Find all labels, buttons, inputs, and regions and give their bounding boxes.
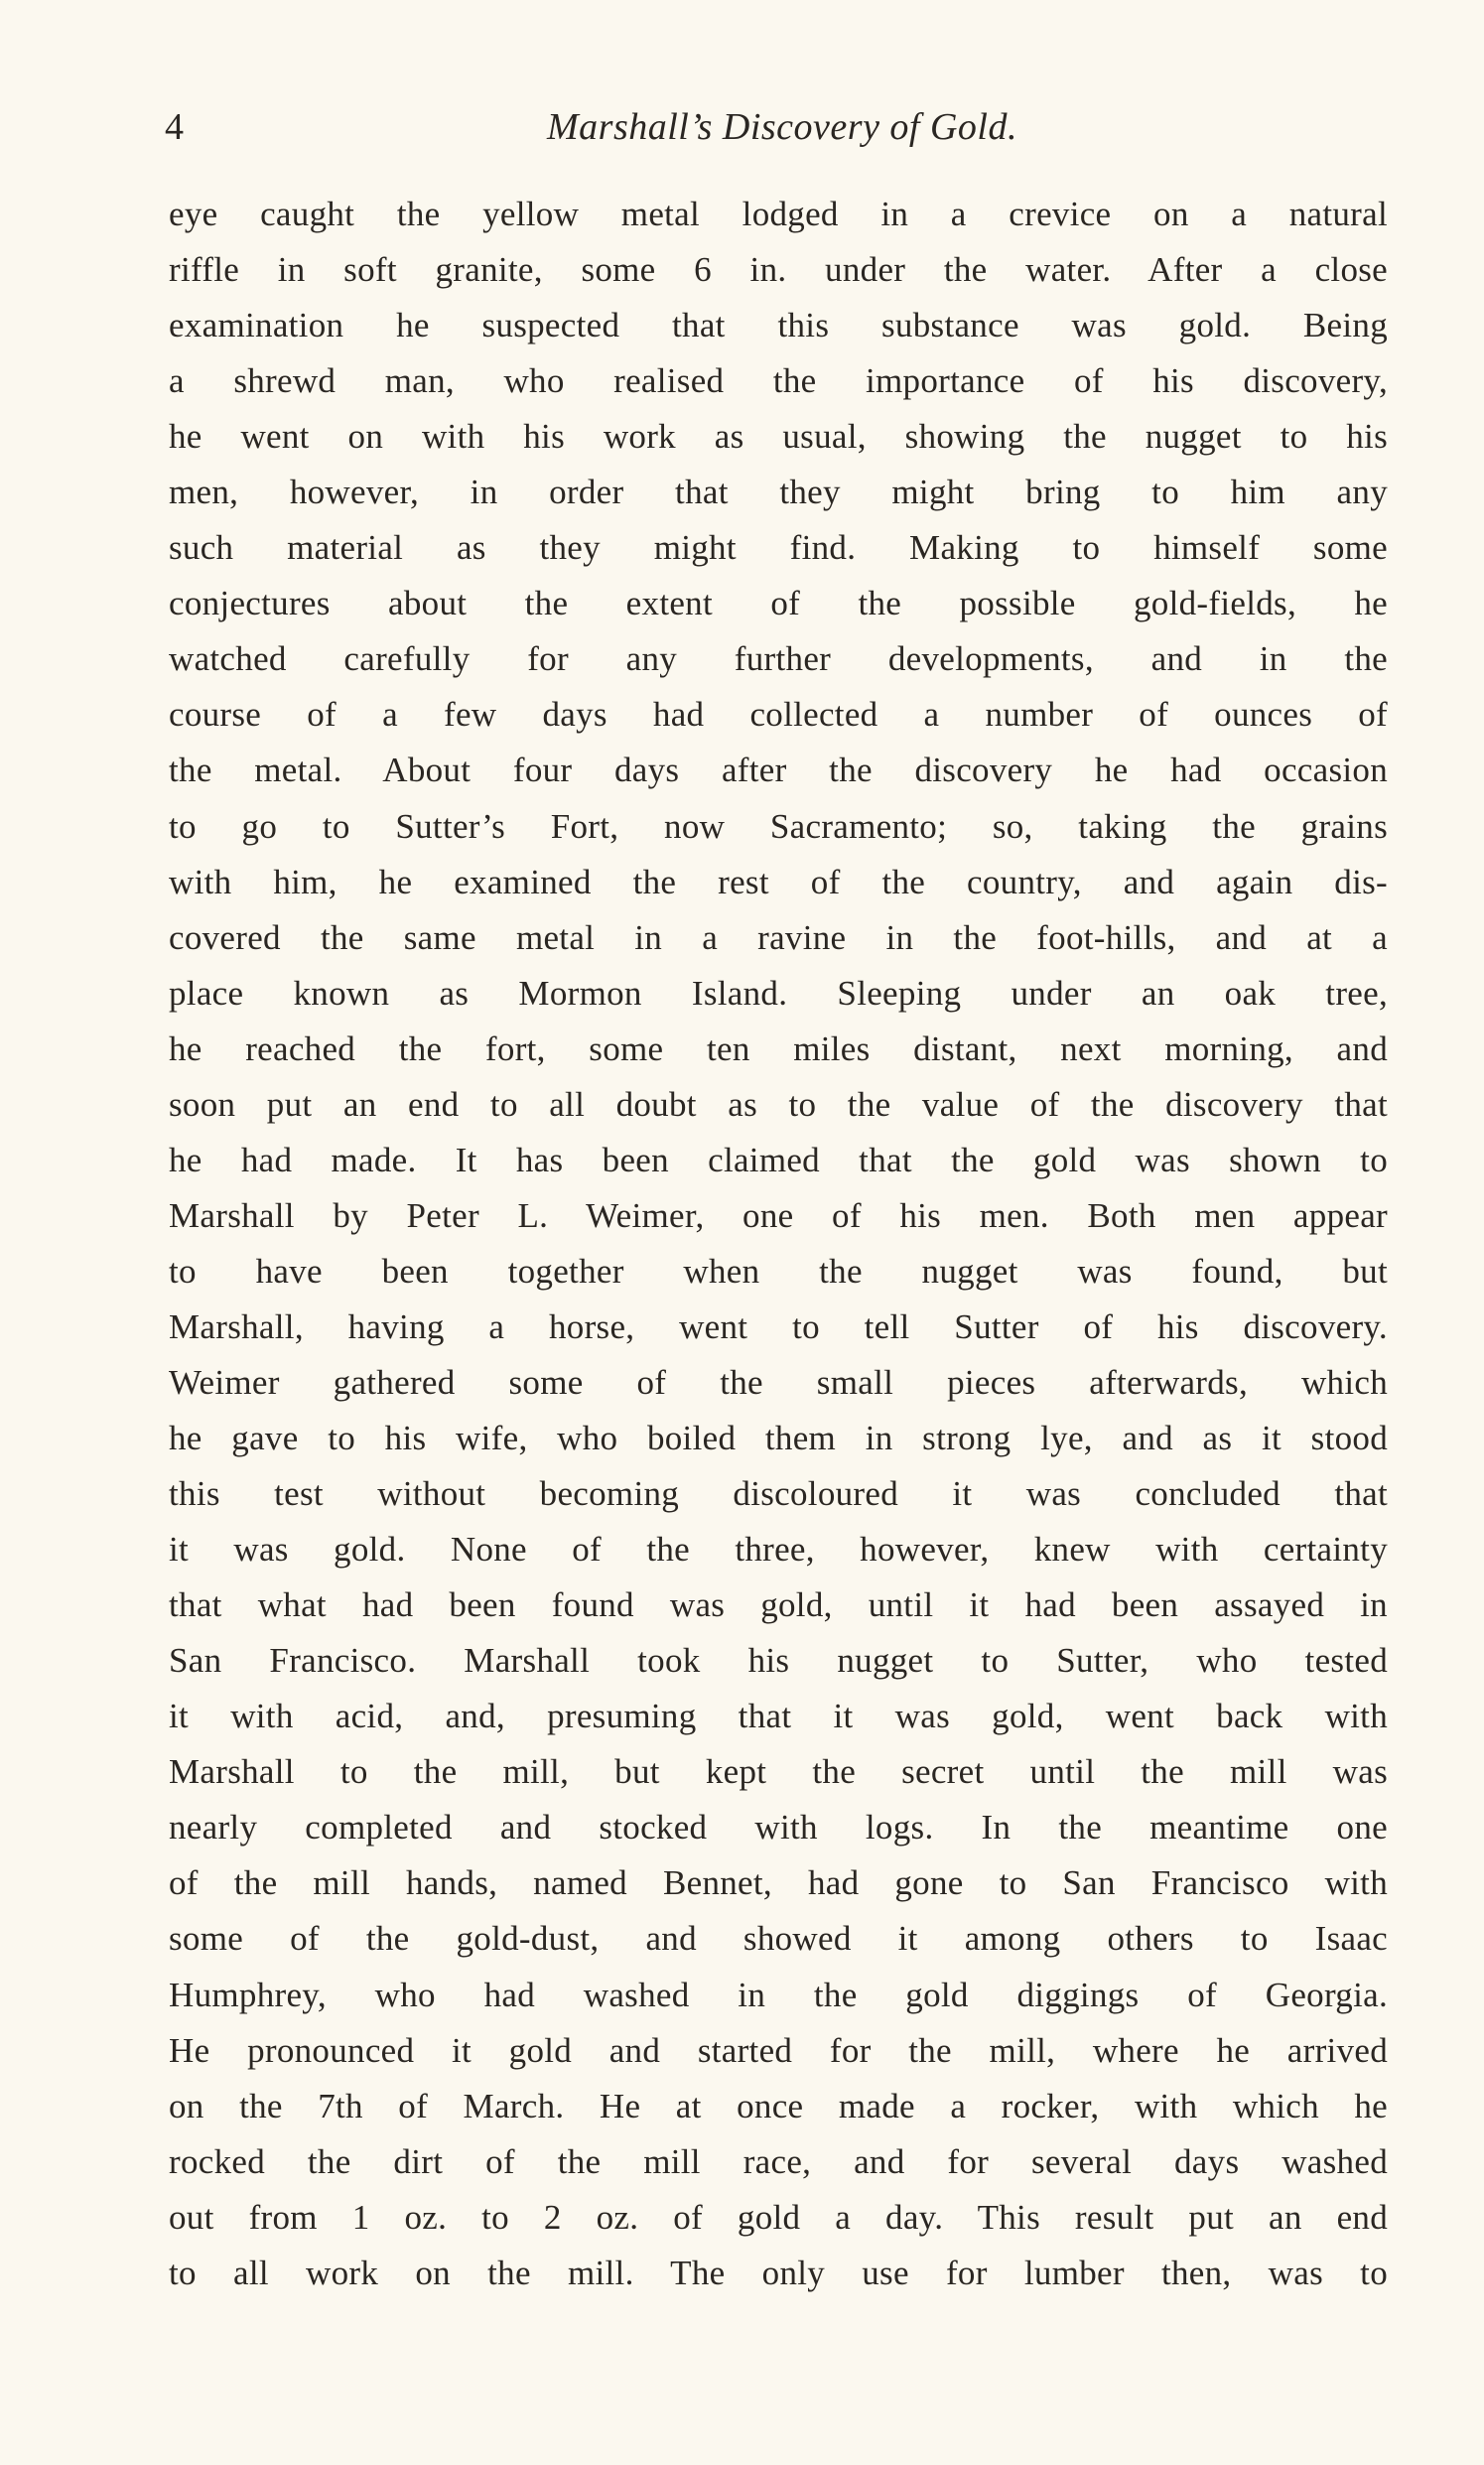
text-line: Marshall, having a horse, went to tell Sutter of his discovery. [169, 1306, 1388, 1346]
running-title: Marshall’s Discovery of Gold. [547, 106, 1017, 148]
text-line: he had made. It has been claimed that the gold was shown to [169, 1140, 1388, 1179]
text-line: it was gold. None of the three, however, knew with certainty [169, 1530, 1388, 1570]
body-text [169, 187, 1388, 2301]
text-line: to have been together when the nugget was found, but [169, 1251, 1388, 1291]
text-line: watched carefully for any further developments, and in the [169, 639, 1388, 679]
text-line: to go to Sutter’s Fort, now Sacramento; so, taking the grains [169, 806, 1388, 846]
text-line: Marshall by Peter L. Weimer, one of his men. Both men appear [169, 1195, 1388, 1235]
text-line: some of the gold-dust, and showed it among others to Isaac [169, 1919, 1388, 1959]
text-line: that what had been found was gold, until it had been assayed in [169, 1585, 1388, 1625]
text-line: the metal. About four days after the discovery he had occasion [169, 751, 1388, 790]
text-line: nearly completed and stocked with logs. In the meantime one [169, 1808, 1388, 1848]
text-line: Humphrey, who had washed in the gold diggings of Georgia. [169, 1975, 1388, 2014]
text-line: out from 1 oz. to 2 oz. of gold a day. This result put an end [169, 2197, 1388, 2237]
text-line: eye caught the yellow metal lodged in a crevice on a natural [169, 195, 1388, 233]
text-line: he reached the fort, some ten miles distant, next morning, and [169, 1028, 1388, 1068]
text-line: covered the same metal in a ravine in the foot-hills, and at a [169, 917, 1388, 957]
page-number: 4 [165, 106, 184, 148]
text-line: examination he suspected that this substance was gold. Being [169, 306, 1388, 345]
text-line: Marshall to the mill, but kept the secret until the mill was [169, 1752, 1388, 1792]
text-line: He pronounced it gold and started for the mill, where he arrived [169, 2030, 1388, 2070]
text-line: such material as they might find. Making to himself some [169, 528, 1388, 568]
text-line: place known as Mormon Island. Sleeping under an oak tree, [169, 973, 1388, 1013]
text-line: this test without becoming discoloured it was concluded that [169, 1474, 1388, 1514]
text-line: it with acid, and, presuming that it was gold, went back with [169, 1697, 1388, 1736]
text-line: Weimer gathered some of the small pieces afterwards, which [169, 1362, 1388, 1402]
text-line: of the mill hands, named Bennet, had gone to San Francisco with [169, 1863, 1388, 1903]
text-line: course of a few days had collected a number of ounces of [169, 695, 1388, 735]
text-line: soon put an end to all doubt as to the value of the discovery that [169, 1084, 1388, 1124]
text-line: with him, he examined the rest of the country, and again dis- [169, 862, 1388, 901]
text-line: he gave to his wife, who boiled them in strong lye, and as it stood [169, 1419, 1388, 1458]
text-line: on the 7th of March. He at once made a rocker, with which he [169, 2086, 1388, 2125]
text-line: rocked the dirt of the mill race, and for several days washed [169, 2141, 1388, 2181]
text-line: conjectures about the extent of the possible gold-fields, he [169, 584, 1388, 623]
text-line: he went on with his work as usual, showing the nugget to his [169, 417, 1388, 457]
text-line: men, however, in order that they might bring to him any [169, 473, 1388, 512]
page-header [165, 97, 1400, 157]
text-line: riffle in soft granite, some 6 in. under the water. After a close [169, 250, 1388, 290]
text-line: a shrewd man, who realised the importance of his discovery, [169, 361, 1388, 401]
text-line: San Francisco. Marshall took his nugget to Sutter, who tested [169, 1641, 1388, 1681]
text-line: to all work on the mill. The only use for lumber then, was to [169, 2253, 1388, 2292]
